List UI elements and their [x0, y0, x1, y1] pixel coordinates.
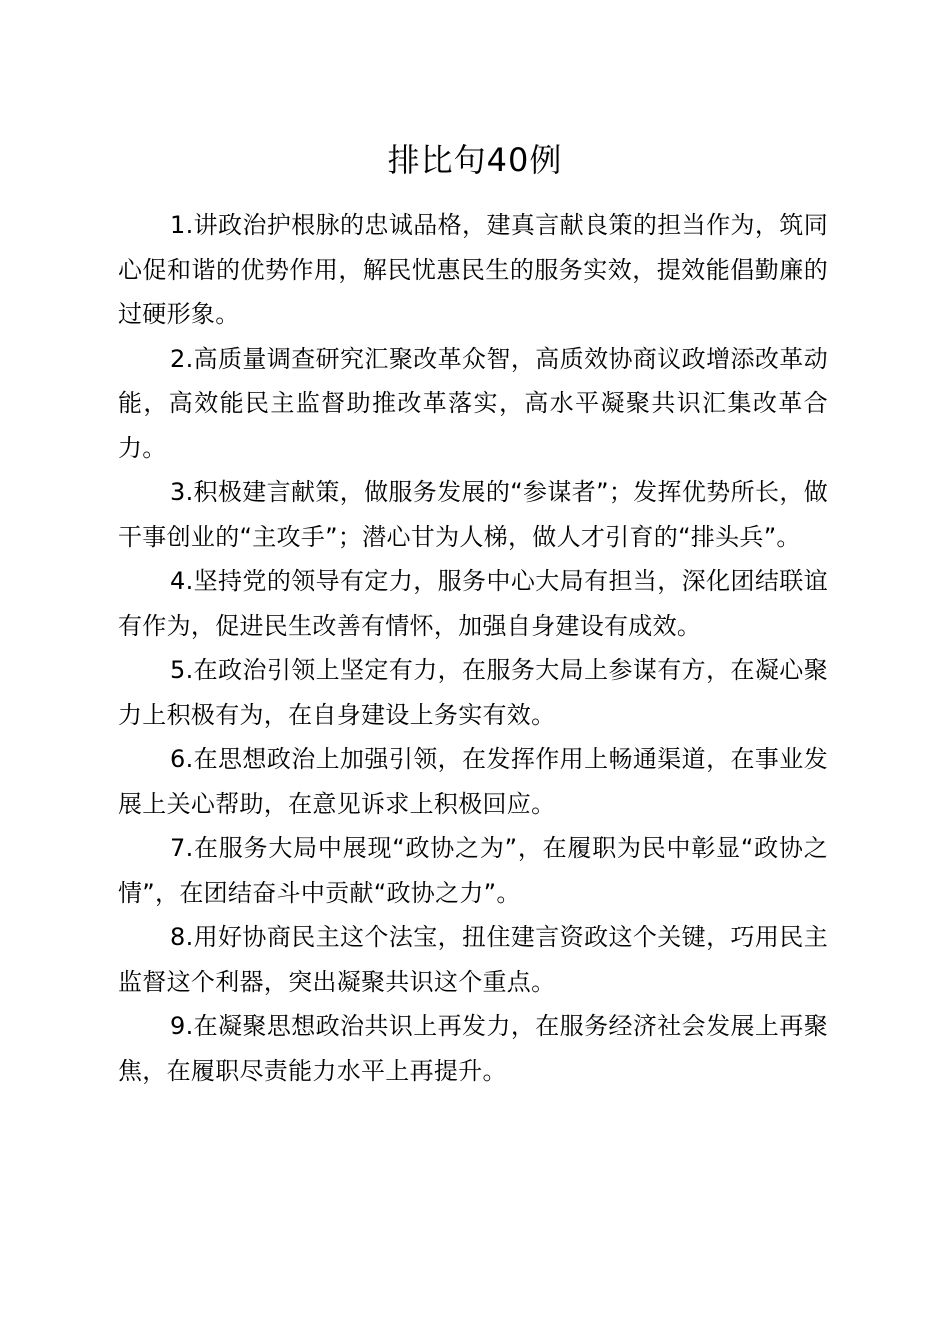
document-title: 排比句40例 — [387, 141, 563, 179]
paragraph-3: 3.积极建言献策，做服务发展的“参谋者”；发挥优势所长，做干事创业的“主攻手”；潜心甘为人梯，做人才引育的“排头兵”。 — [118, 478, 828, 551]
paragraph-6: 6.在思想政治上加强引领，在发挥作用上畅通渠道，在事业发展上关心帮助，在意见诉求上积极回应。 — [118, 745, 828, 818]
paragraph-7: 7.在服务大局中展现“政协之为”，在履职为民中彰显“政协之情”，在团结奋斗中贡献“政协之力”。 — [118, 834, 828, 907]
paragraph-8: 8.用好协商民主这个法宝，扭住建言资政这个关键，巧用民主监督这个利器，突出凝聚共识这个重点。 — [118, 923, 828, 996]
paragraph-9: 9.在凝聚思想政治共识上再发力，在服务经济社会发展上再聚焦，在履职尽责能力水平上再提升。 — [118, 1012, 828, 1085]
document-body — [118, 203, 828, 1093]
paragraph-2: 2.高质量调查研究汇聚改革众智，高质效协商议政增添改革动能，高效能民主监督助推改革落实，高水平凝聚共识汇集改革合力。 — [118, 344, 828, 462]
paragraph-1: 1.讲政治护根脉的忠诚品格，建真言献良策的担当作为，筑同心促和谐的优势作用，解民忧惠民生的服务实效，提效能倡勤廉的过硬形象。 — [118, 211, 828, 328]
paragraph-5: 5.在政治引领上坚定有力，在服务大局上参谋有方，在凝心聚力上积极有为，在自身建设上务实有效。 — [118, 656, 828, 729]
paragraph-4: 4.坚持党的领导有定力，服务中心大局有担当，深化团结联谊有作为，促进民生改善有情怀，加强自身建设有成效。 — [118, 567, 828, 640]
